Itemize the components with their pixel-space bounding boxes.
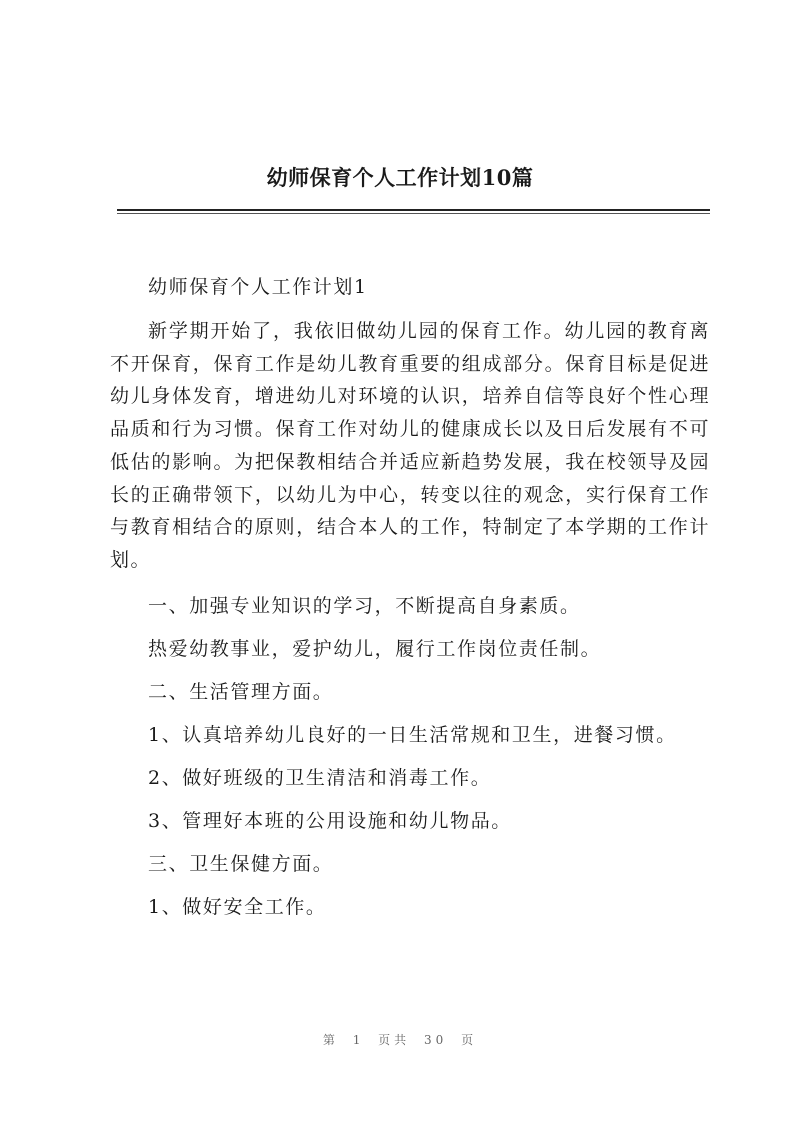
paragraph-item: 三、卫生保健方面。 — [148, 852, 334, 875]
paragraph-item: 3、管理好本班的公用设施和幼儿物品。 — [148, 809, 512, 832]
footer-prefix: 第 — [322, 1033, 339, 1047]
document-title: 幼师保育个人工作计划10篇 — [266, 165, 534, 190]
footer-suffix: 页 — [461, 1033, 478, 1047]
section-heading: 幼师保育个人工作计划1 — [148, 276, 368, 298]
footer-total-pages: 30 — [424, 1033, 448, 1047]
footer-current-page: 1 — [352, 1033, 365, 1047]
paragraph-item: 二、生活管理方面。 — [148, 680, 334, 703]
paragraph-intro: 新学期开始了，我依旧做幼儿园的保育工作。幼儿园的教育离不开保育，保育工作是幼儿教育重要的组成部分。保育目标是促进幼儿身体发育，增进幼儿对环境的认识，培养自信等良好个性心理品质和行为习惯。保育工作对幼儿的健康成长以及日后发展有不可低估的影响。为把保教相结合并适应新趋势发展，我在校领导及园长的正确带领下，以幼儿为中心，转变以往的观念，实行保育工作与教育相结合的原则，结合本人的工作，特制定了本学期的工作计划。 — [110, 320, 710, 571]
title-divider — [117, 209, 710, 211]
paragraph-item: 1、认真培养幼儿良好的一日生活常规和卫生，进餐习惯。 — [148, 723, 677, 746]
paragraph-item: 一、加强专业知识的学习，不断提高自身素质。 — [148, 594, 581, 617]
paragraph-item: 2、做好班级的卫生清洁和消毒工作。 — [148, 766, 492, 789]
paragraph-item: 热爱幼教事业，爱护幼儿，履行工作岗位责任制。 — [148, 637, 602, 660]
document-body — [110, 272, 710, 935]
paragraph-item: 1、做好安全工作。 — [148, 895, 327, 918]
footer-middle: 页共 — [378, 1033, 411, 1047]
page-footer — [0, 1031, 800, 1048]
